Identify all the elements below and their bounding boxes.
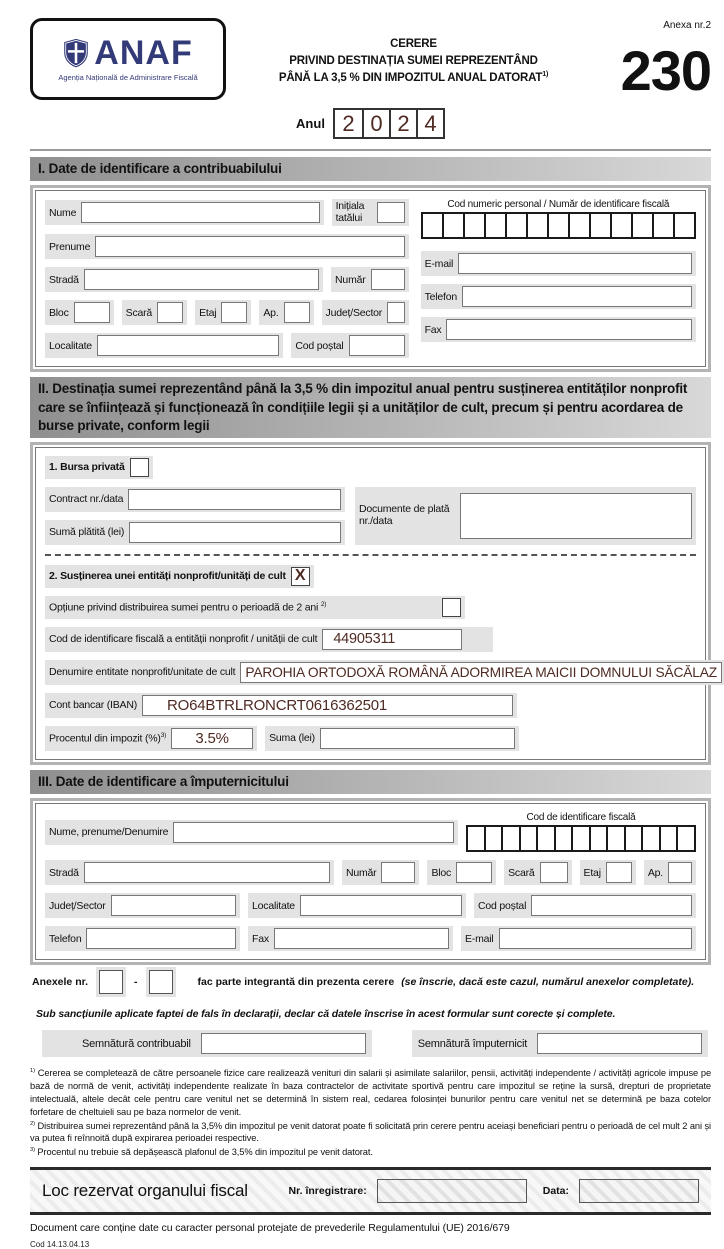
cnp-cell[interactable] [484, 214, 505, 237]
imp-cod-postal-label: Cod poștal [478, 899, 527, 912]
cnp-block [421, 199, 696, 239]
form-title [226, 18, 601, 87]
nr-inregistrare-label: Nr. înregistrare: [288, 1184, 367, 1197]
imp-bloc-label: Bloc [431, 866, 452, 879]
field-localitate [45, 333, 283, 358]
field-iban [45, 693, 517, 718]
field-prenume [45, 234, 409, 259]
year-digit-3[interactable]: 2 [389, 110, 416, 137]
cnp-title: Cod numeric personal / Număr de identificare fiscală [447, 199, 670, 211]
field-semnatura-imputernicit [412, 1030, 708, 1057]
imp-localitate-input[interactable] [300, 895, 462, 916]
contract-input[interactable] [128, 489, 341, 510]
gdpr-notice: Document care conține date cu caracter personal protejate de prevederile Regulamentului (UE) 2016/679 [30, 1221, 510, 1234]
data-input[interactable] [579, 1179, 699, 1203]
denumire-entitate-input[interactable]: PAROHIA ORTODOXĂ ROMÂNĂ ADORMIREA MAICII DOMNULUI SĂCĂLAZ [240, 662, 722, 683]
section3-box [35, 803, 706, 960]
documente-plata-input[interactable] [460, 493, 692, 539]
bloc-label: Bloc [49, 306, 69, 319]
procent-label: Procentul din impozit (%)$^{3)}$ [49, 732, 167, 745]
field-cod-postal [291, 333, 408, 358]
imp-fax-input[interactable] [274, 928, 449, 949]
cnp-cell[interactable] [631, 214, 652, 237]
header-divider [30, 149, 711, 151]
cif-cell[interactable] [676, 827, 694, 850]
cnp-cell[interactable] [423, 214, 442, 237]
contract-label: Contract nr./data [49, 493, 124, 506]
field-email [421, 251, 696, 276]
imp-nume-label: Nume, prenume/Denumire [49, 826, 169, 839]
cif-cell[interactable] [659, 827, 677, 850]
anaf-shield-icon [63, 38, 89, 68]
field-denumire-entitate [45, 660, 724, 685]
form-title-line2: PRIVIND DESTINAȚIA SUMEI REPREZENTÂND [289, 54, 538, 67]
suma-platita-input[interactable] [129, 522, 341, 543]
cif-cell[interactable] [571, 827, 589, 850]
cnp-cell[interactable] [463, 214, 484, 237]
imp-cif-grid [466, 825, 696, 852]
imp-scara-input[interactable] [540, 862, 568, 883]
etaj-label: Etaj [199, 306, 217, 319]
imp-judet-input[interactable] [111, 895, 236, 916]
field-scara [122, 300, 187, 325]
semnatura-imputernicit-input[interactable] [537, 1033, 702, 1054]
localitate-input[interactable] [97, 335, 279, 356]
year-label: Anul [296, 116, 325, 131]
anexele-label: Anexele nr. [32, 976, 89, 989]
year-boxes [333, 108, 445, 139]
field-optiune-2ani [45, 596, 465, 619]
field-imp-fax [248, 926, 453, 951]
footnote-ref-3: 3) [160, 732, 167, 740]
imp-etaj-input[interactable] [606, 862, 632, 883]
field-imp-nume [45, 820, 458, 845]
cnp-cell[interactable] [610, 214, 631, 237]
scara-label: Scară [125, 306, 153, 319]
cif-cell[interactable] [589, 827, 607, 850]
cif-entitate-input[interactable]: 44905311 [322, 629, 462, 650]
fax-input[interactable] [446, 319, 692, 340]
field-imp-telefon [45, 926, 240, 951]
imp-cod-postal-input[interactable] [531, 895, 692, 916]
annex-label: Anexa nr.2 [663, 20, 711, 31]
strada-label: Stradă [49, 273, 79, 286]
suma-lei-label: Suma (lei) [269, 732, 315, 745]
section1-header: I. Date de identificare a contribuabilului [30, 157, 711, 181]
prenume-label: Prenume [49, 240, 91, 253]
form-title-line1: CERERE [390, 38, 437, 50]
field-entitate-nonprofit [45, 565, 314, 588]
prenume-input[interactable] [95, 236, 404, 257]
cif-entitate-label: Cod de identificare fiscală a entității nonprofit / unității de cult [49, 633, 318, 646]
cif-cell[interactable] [501, 827, 519, 850]
field-imp-ap [644, 860, 696, 885]
documente-plata-label: Documente de plată nr./data [359, 503, 450, 527]
anaf-logo-text: ANAF [94, 34, 193, 72]
field-strada [45, 267, 323, 292]
nr-inregistrare-input[interactable] [377, 1179, 527, 1203]
email-input[interactable] [458, 253, 692, 274]
bursa-privata-checkbox[interactable] [130, 458, 149, 477]
scara-input[interactable] [157, 302, 183, 323]
anexe-row [32, 970, 711, 994]
imp-nume-input[interactable] [173, 822, 454, 843]
anaf-logo [30, 18, 226, 100]
imp-email-input[interactable] [499, 928, 692, 949]
footnote-1: $^{1)}$ Cererea se completează de către persoanele fizice care realizează venituri din salarii și asimilate salariilor, pensii, activități independente / activități agricole impuse pe bază de normă de venit, activități independente realizate în baza contractelor de activitate sportivă pentru care impozitul se reține la sursă, drepturi de proprietate intelectuală, altele decât cele pentru care venitul net se determină în sistem real, cedarea folosinței bunurilor pentru care venitul net se determină pe baza cotelor forfetare de cheltuieli sau pe baza normelor de venit. [30, 1068, 712, 1117]
cif-cell[interactable] [468, 827, 484, 850]
field-imp-numar [342, 860, 420, 885]
field-fax [421, 317, 696, 342]
field-etaj [195, 300, 251, 325]
numar-input[interactable] [371, 269, 405, 290]
form-code: Cod 14.13.04.13 [30, 1239, 90, 1249]
imp-strada-input[interactable] [84, 862, 330, 883]
header [30, 18, 711, 100]
anexele-dash: - [134, 976, 138, 989]
imp-ap-label: Ap. [647, 866, 663, 879]
imp-localitate-label: Localitate [252, 899, 295, 912]
field-imp-cod-postal [474, 893, 696, 918]
field-imp-scara [504, 860, 571, 885]
localitate-label: Localitate [49, 339, 92, 352]
field-bloc [45, 300, 114, 325]
judet-label: Județ/Sector [325, 306, 383, 319]
field-imp-etaj [580, 860, 636, 885]
cif-cell[interactable] [484, 827, 502, 850]
imp-email-label: E-mail [465, 932, 494, 945]
cnp-cell[interactable] [673, 214, 694, 237]
header-right [601, 18, 711, 102]
cnp-cell[interactable] [526, 214, 547, 237]
bloc-input[interactable] [74, 302, 110, 323]
field-judet [322, 300, 409, 325]
anexele-text: fac parte integrantă din prezenta cerere [197, 976, 395, 989]
cif-cell[interactable] [536, 827, 554, 850]
subsection-divider [45, 554, 696, 556]
procent-input[interactable]: 3.5% [171, 728, 253, 749]
ap-label: Ap. [263, 306, 279, 319]
telefon-label: Telefon [424, 290, 458, 303]
field-imp-strada [45, 860, 334, 885]
imp-fax-label: Fax [252, 932, 269, 945]
imp-etaj-label: Etaj [583, 866, 601, 879]
nume-label: Nume [49, 206, 77, 219]
field-procent [45, 726, 257, 751]
judet-input[interactable] [387, 302, 404, 323]
declaration-text: Sub sancțiunile aplicate faptei de fals în declarații, declar că datele înscrise în acest formular sunt corecte și complete. [36, 1008, 616, 1021]
anexele-note: (se înscrie, dacă este cazul, numărul anexelor completate). [401, 976, 695, 989]
field-ap [259, 300, 313, 325]
form-number: 230 [620, 39, 711, 102]
cnp-cell[interactable] [568, 214, 589, 237]
cnp-grid [421, 212, 696, 239]
optiune-2ani-label: Opțiune privind distribuirea sumei pentru o perioadă de 2 ani $^{2)}$ [49, 601, 327, 614]
imp-ap-input[interactable] [668, 862, 692, 883]
year-digit-2[interactable]: 0 [362, 110, 389, 137]
footnote-ref-2: 2) [320, 601, 327, 609]
signatures-row [42, 1030, 711, 1057]
suma-platita-label: Sumă plătită (lei) [49, 526, 125, 539]
data-label: Data: [542, 1184, 569, 1197]
bursa-privata-label: 1. Bursa privată [49, 461, 125, 474]
footnote-ref-1: 1) [542, 70, 549, 79]
section2-box [35, 447, 717, 760]
imp-telefon-input[interactable] [86, 928, 236, 949]
nume-input[interactable] [81, 202, 319, 223]
anaf-logo-subtitle: Agenția Națională de Administrare Fiscală [58, 73, 198, 82]
imp-numar-label: Număr [345, 866, 377, 879]
telefon-input[interactable] [462, 286, 692, 307]
field-suma-lei [265, 726, 519, 751]
cif-cell[interactable] [554, 827, 572, 850]
semnatura-imputernicit-label: Semnătură împuternicit [417, 1037, 528, 1050]
optiune-2ani-checkbox[interactable] [442, 598, 461, 617]
field-imp-email [461, 926, 696, 951]
section2-header: II. Destinația sumei reprezentând până la 3,5 % din impozitul anual pentru susținerea entităților nonprofit care se înființează și funcționează în condițiile legii și a unităților de cult, precum și pentru acordarea de burse private, conform legii [30, 377, 711, 438]
field-suma-platita [45, 520, 345, 545]
year-digit-1[interactable]: 2 [342, 110, 355, 136]
cod-postal-input[interactable] [349, 335, 405, 356]
cif-cell[interactable] [624, 827, 642, 850]
iban-input[interactable]: RO64BTRLRONCRT0616362501 [142, 695, 513, 716]
suma-lei-input[interactable] [320, 728, 515, 749]
field-initiala-tatalui [332, 199, 409, 226]
field-documente-plata [355, 487, 696, 545]
cnp-cell[interactable] [547, 214, 568, 237]
imp-cif-title: Cod de identificare fiscală [526, 812, 636, 824]
iban-label: Cont bancar (IBAN) [49, 699, 138, 712]
field-nume [45, 200, 324, 225]
imp-scara-label: Scară [508, 866, 535, 879]
ap-input[interactable] [284, 302, 310, 323]
imp-strada-label: Stradă [49, 866, 79, 879]
section3-header: III. Date de identificare a împuternicitului [30, 770, 711, 794]
field-imp-judet [45, 893, 240, 918]
field-telefon [421, 284, 696, 309]
fiscal-reserved-bar [30, 1167, 711, 1215]
field-imp-bloc [427, 860, 496, 885]
initiala-label: Inițiala tatălui [335, 200, 365, 224]
field-contract [45, 487, 345, 512]
cnp-cell[interactable] [652, 214, 673, 237]
field-bursa-privata [45, 456, 153, 479]
footnotes [30, 1067, 711, 1159]
field-imp-localitate [248, 893, 466, 918]
imp-telefon-label: Telefon [49, 932, 82, 945]
form-title-line3: PÂNĂ LA 3,5 % DIN IMPOZITUL ANUAL DATORAT$^{1)}$ [278, 70, 549, 85]
year-digit-4[interactable]: 4 [416, 110, 443, 137]
anexa-nr-input-1[interactable] [99, 970, 123, 994]
semnatura-contribuabil-input[interactable] [201, 1033, 366, 1054]
strada-input[interactable] [84, 269, 319, 290]
cif-cell[interactable] [641, 827, 659, 850]
denumire-entitate-label: Denumire entitate nonprofit/unitate de cult [49, 666, 236, 679]
initiala-input[interactable] [377, 202, 405, 223]
footnote-2: $^{2)}$ Distribuirea sumei reprezentând până la 3,5% din impozitul pe venit datorat poate fi solicitată prin cerere pentru aceiași beneficiari pentru o perioadă de cel mult 2 ani și va putea fi reînnoită după expirarea perioadei respective. [30, 1120, 712, 1144]
field-semnatura-contribuabil [42, 1030, 372, 1057]
imp-cif-block [466, 812, 696, 852]
numar-label: Număr [335, 273, 366, 286]
etaj-input[interactable] [221, 302, 247, 323]
footnote-3: $^{3)}$ Procentul nu trebuie să depășească plafonul de 3,5% din impozitul pe venit datorat. [30, 1147, 373, 1158]
imp-numar-input[interactable] [381, 862, 415, 883]
email-label: E-mail [424, 257, 454, 270]
field-cif-entitate [45, 627, 493, 652]
year-row [30, 108, 711, 139]
entitate-nonprofit-checkbox[interactable]: X [291, 567, 310, 586]
cnp-cell[interactable] [442, 214, 463, 237]
fax-label: Fax [424, 323, 442, 336]
field-numar [331, 267, 409, 292]
entitate-nonprofit-label: 2. Susținerea unei entități nonprofit/unități de cult [49, 570, 286, 583]
cif-cell[interactable] [606, 827, 624, 850]
cif-cell[interactable] [519, 827, 537, 850]
section1-box [35, 190, 706, 367]
cnp-cell[interactable] [505, 214, 526, 237]
cod-postal-label: Cod poștal [295, 339, 344, 352]
semnatura-contribuabil-label: Semnătură contribuabil [82, 1037, 191, 1050]
imp-judet-label: Județ/Sector [49, 899, 106, 912]
fiscal-reserved-title: Loc rezervat organului fiscal [42, 1180, 248, 1200]
imp-bloc-input[interactable] [456, 862, 492, 883]
anexa-nr-input-2[interactable] [149, 970, 173, 994]
cnp-cell[interactable] [589, 214, 610, 237]
